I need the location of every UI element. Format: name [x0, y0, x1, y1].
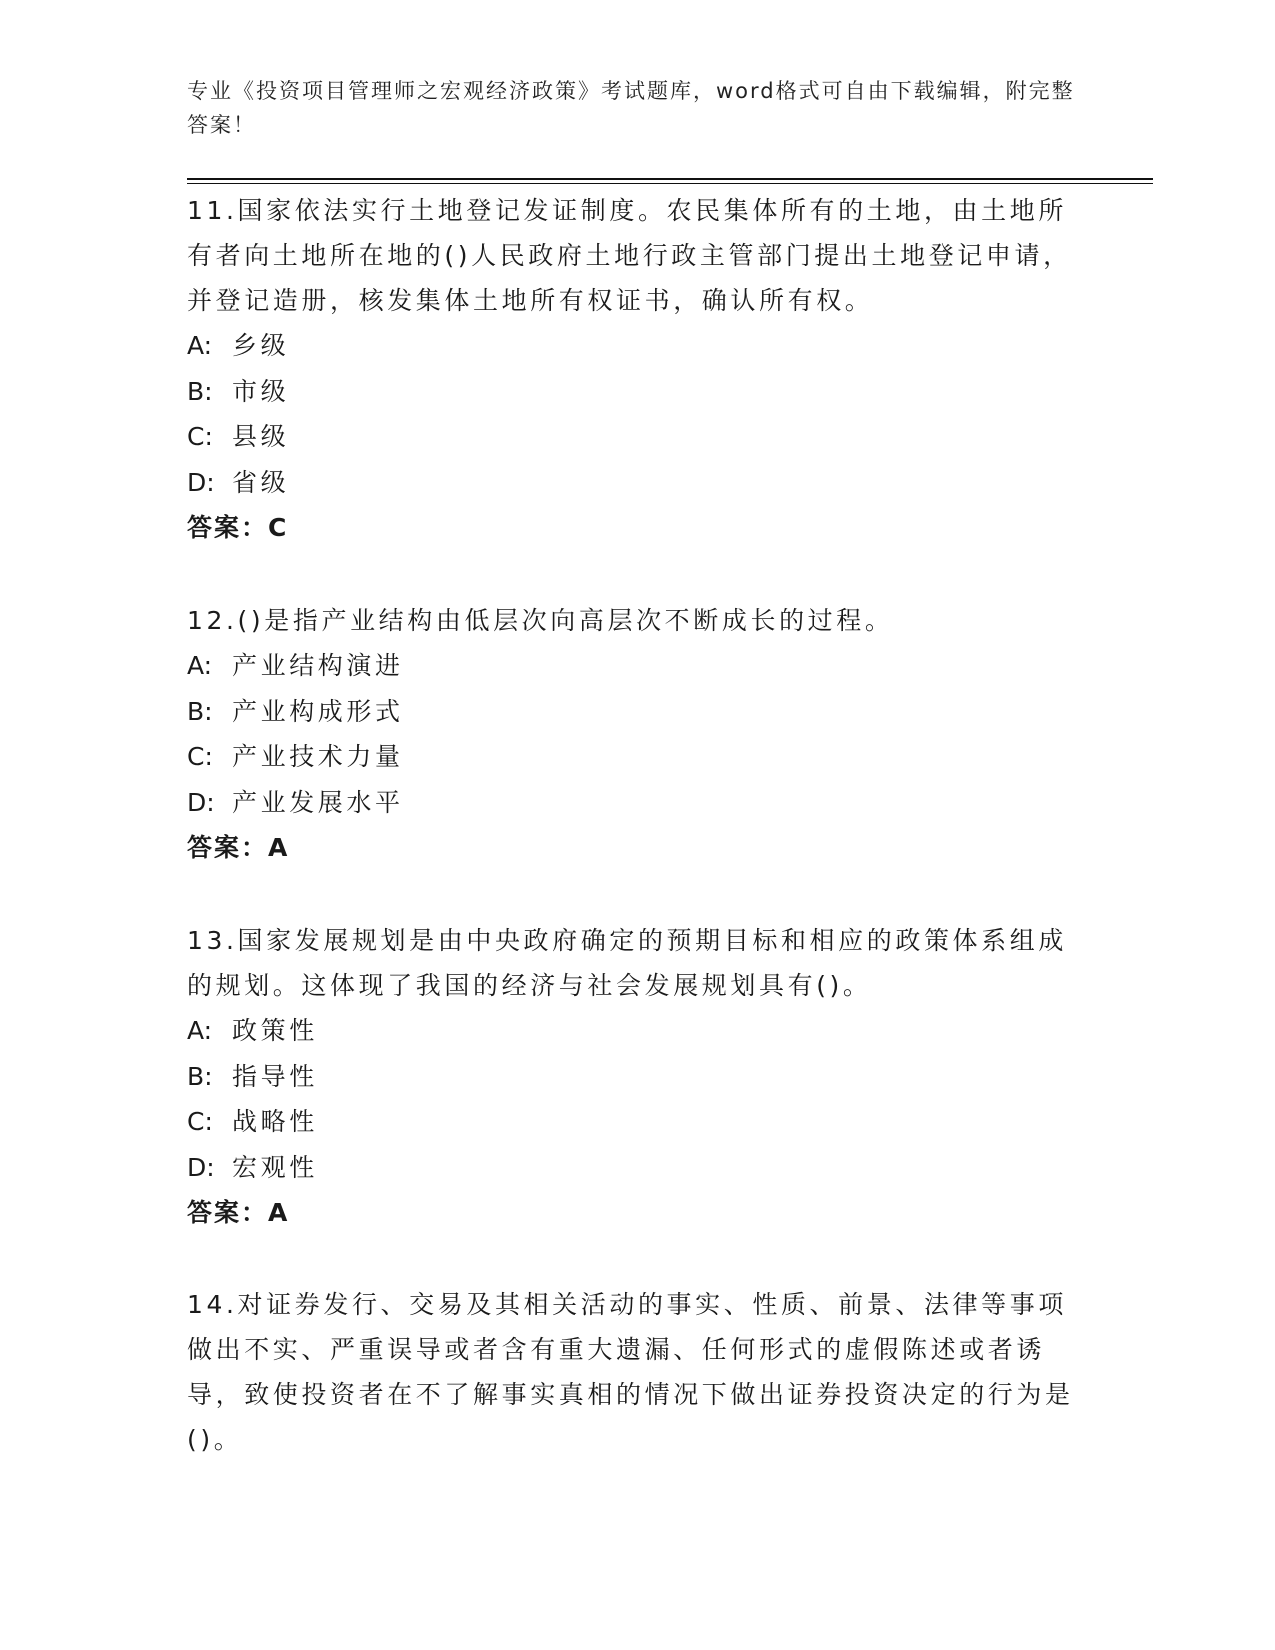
option-b — [187, 1054, 1087, 1100]
question-stem: 11.国家依法实行土地登记发证制度。农民集体所有的土地，由土地所有者向土地所在地的()人民政府土地行政主管部门提出土地登记申请，并登记造册，核发集体土地所有权证书，确认所有权。 — [187, 196, 1072, 315]
question-12 — [187, 598, 1087, 870]
question-stem: 14.对证券发行、交易及其相关活动的事实、性质、前景、法律等事项做出不实、严重误导或者含有重大遗漏、任何形式的虚假陈述或者诱导，致使投资者在不了解事实真相的情况下做出证券投资决定的行为是()。 — [187, 1290, 1074, 1454]
question-11 — [187, 188, 1087, 550]
option-text: 乡级 — [232, 331, 290, 360]
option-letter: C: — [187, 1107, 213, 1136]
header-divider-thick — [187, 178, 1153, 180]
option-text: 产业构成形式 — [232, 696, 404, 726]
option-letter: B: — [187, 1061, 213, 1091]
question-13 — [187, 918, 1087, 1235]
option-text: 宏观性 — [232, 1152, 318, 1182]
answer-line: 答案：A — [187, 833, 290, 862]
option-letter: C: — [187, 742, 213, 771]
option-c — [187, 414, 1087, 460]
option-c — [187, 734, 1087, 780]
option-letter: C: — [187, 422, 213, 451]
option-text: 省级 — [232, 467, 290, 497]
option-text: 产业技术力量 — [232, 742, 404, 771]
option-letter: B: — [187, 376, 213, 406]
option-a — [187, 1008, 1087, 1054]
option-text: 产业发展水平 — [232, 787, 404, 817]
option-text: 指导性 — [232, 1061, 318, 1091]
option-text: 县级 — [232, 422, 290, 451]
option-text: 市级 — [232, 376, 290, 406]
question-14 — [187, 1282, 1087, 1462]
option-letter: A: — [187, 331, 213, 360]
option-c — [187, 1099, 1087, 1145]
option-a — [187, 643, 1087, 689]
option-letter: D: — [187, 787, 215, 817]
option-letter: B: — [187, 696, 213, 726]
answer-line: 答案：C — [187, 513, 289, 542]
option-letter: A: — [187, 651, 213, 680]
option-d — [187, 780, 1087, 826]
header-divider-thin — [187, 183, 1153, 184]
option-d — [187, 460, 1087, 506]
option-b — [187, 369, 1087, 415]
option-letter: D: — [187, 1152, 215, 1182]
option-text: 政策性 — [232, 1016, 318, 1045]
option-a — [187, 323, 1087, 369]
question-stem: 13.国家发展规划是由中央政府确定的预期目标和相应的政策体系组成的规划。这体现了我国的经济与社会发展规划具有()。 — [187, 926, 1067, 1000]
option-letter: D: — [187, 467, 215, 497]
option-b — [187, 689, 1087, 735]
answer-line: 答案：A — [187, 1198, 290, 1227]
option-text: 战略性 — [232, 1107, 318, 1136]
option-letter: A: — [187, 1016, 213, 1045]
document-intro: 专业《投资项目管理师之宏观经济政策》考试题库，word格式可自由下载编辑，附完整答案！ — [187, 79, 1075, 137]
option-d — [187, 1145, 1087, 1191]
option-text: 产业结构演进 — [232, 651, 404, 680]
question-stem: 12.()是指产业结构由低层次向高层次不断成长的过程。 — [187, 606, 894, 635]
